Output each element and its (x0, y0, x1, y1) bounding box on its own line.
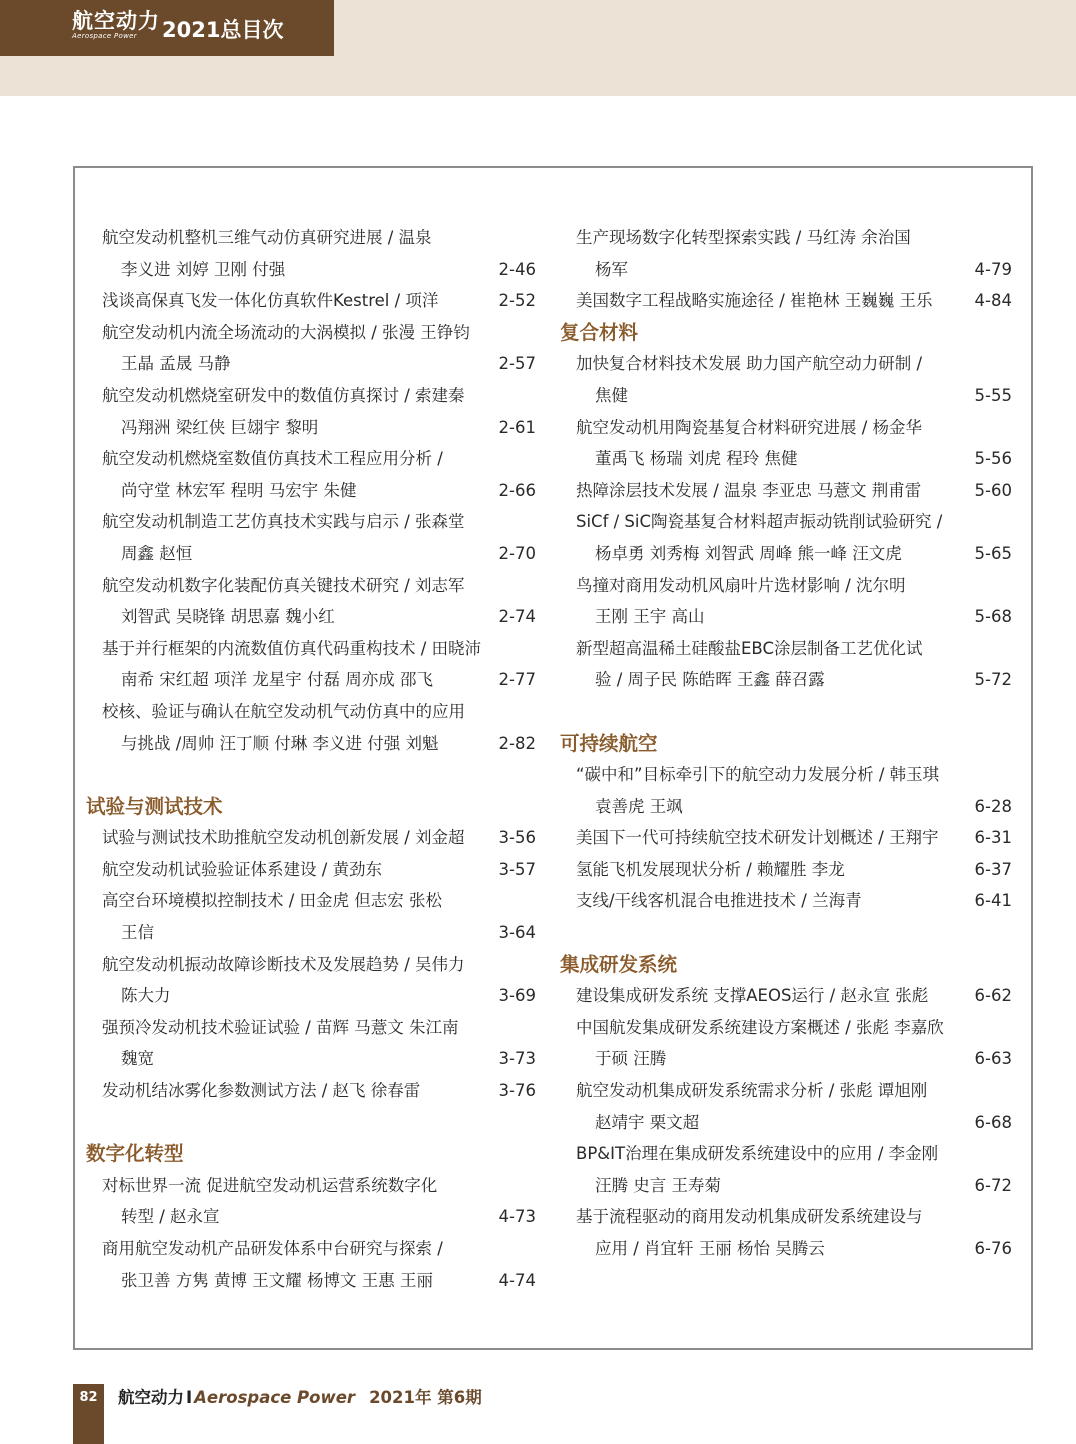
entry-line (558, 506, 1016, 538)
entry-page-ref: 6-31 (974, 828, 1012, 848)
entry-page-ref: 2-66 (498, 480, 536, 500)
entry-continuation-line (558, 380, 1016, 412)
entry-page-ref: 6-63 (974, 1049, 1012, 1069)
entry-page-ref: 2-77 (498, 670, 536, 690)
entry-page-ref: 3-57 (498, 859, 536, 879)
entry-text: 校核、验证与确认在航空发动机气动仿真中的应用 (102, 701, 465, 721)
footer-issue: 2021年 第6期 (369, 1388, 482, 1407)
entry-text: 航空发动机内流全场流动的大涡模拟 / 张漫 王铮钧 (102, 322, 470, 342)
entry-continuation-line (558, 601, 1016, 633)
entry-line (84, 570, 540, 602)
entry-text: 验 / 周子民 陈皓晖 王鑫 薛召露 (595, 670, 825, 690)
entry-continuation-line (84, 348, 540, 380)
entry-page-ref: 5-72 (974, 670, 1012, 690)
entry-line (558, 759, 1016, 791)
footer-journal-cn: 航空动力 (118, 1388, 184, 1407)
entry-line (84, 317, 540, 349)
entry-continuation-line (84, 1043, 540, 1075)
spacer (84, 759, 540, 791)
entry-line (558, 854, 1016, 886)
entry-text: 王晶 孟晟 马静 (121, 354, 231, 374)
entry-text: 基于流程驱动的商用发动机集成研发系统建设与 (576, 1207, 923, 1227)
section-heading: 复合材料 (560, 320, 639, 344)
entry-page-ref: 6-41 (974, 891, 1012, 911)
entry-continuation-line (558, 254, 1016, 286)
entry-text: 杨卓勇 刘秀梅 刘智武 周峰 熊一峰 汪文虎 (595, 543, 902, 563)
entry-page-ref: 4-84 (974, 291, 1012, 311)
entry-page-ref: 5-65 (974, 543, 1012, 563)
entry-page-ref: 6-62 (974, 986, 1012, 1006)
entry-line (84, 222, 540, 254)
entry-line (84, 854, 540, 886)
entry-line (558, 633, 1016, 665)
spacer (558, 917, 1016, 949)
entry-line (558, 348, 1016, 380)
entry-page-ref: 6-37 (974, 859, 1012, 879)
entry-page-ref: 2-57 (498, 354, 536, 374)
entry-text: 转型 / 赵永宣 (121, 1207, 220, 1227)
entry-text: 尚守堂 林宏军 程明 马宏宇 朱健 (121, 480, 357, 500)
logo-en: Aerospace Power (72, 32, 137, 40)
entry-page-ref: 4-79 (974, 259, 1012, 279)
entry-page-ref: 3-64 (498, 923, 536, 943)
entry-continuation-line (558, 538, 1016, 570)
section-heading: 数字化转型 (86, 1142, 184, 1166)
entry-text: 南希 宋红超 项洋 龙星宇 付磊 周亦成 邵飞 (121, 670, 433, 690)
header-title-box (0, 0, 334, 56)
entry-line (558, 285, 1016, 317)
entry-text: 汪腾 史言 王寿菊 (595, 1175, 721, 1195)
entry-continuation-line (84, 728, 540, 760)
entry-continuation-line (558, 443, 1016, 475)
entry-page-ref: 6-72 (974, 1175, 1012, 1195)
entry-text: 中国航发集成研发系统建设方案概述 / 张彪 李嘉欣 (576, 1017, 944, 1037)
entry-continuation-line (84, 254, 540, 286)
entry-text: 王信 (121, 923, 154, 943)
entry-text: 王刚 王宇 高山 (595, 607, 705, 627)
entry-page-ref: 2-46 (498, 259, 536, 279)
entry-page-ref: 2-52 (498, 291, 536, 311)
entry-line (558, 980, 1016, 1012)
entry-line (558, 412, 1016, 444)
entry-text: 商用航空发动机产品研发体系中台研究与探索 / (102, 1239, 443, 1258)
section-heading: 集成研发系统 (560, 952, 678, 976)
entry-text: 支线/干线客机混合电推进技术 / 兰海青 (576, 891, 862, 911)
entry-line (84, 885, 540, 917)
entry-continuation-line (558, 1043, 1016, 1075)
section-heading: 试验与测试技术 (86, 794, 223, 818)
entry-page-ref: 3-76 (498, 1081, 536, 1101)
entry-text: “碳中和”目标牵引下的航空动力发展分析 / 韩玉琪 (576, 765, 940, 785)
entry-text: 刘智武 吴晓锋 胡思嘉 魏小红 (121, 607, 335, 627)
entry-text: 热障涂层技术发展 / 温泉 李亚忠 马薏文 荆甫雷 (576, 480, 922, 500)
entry-text: 航空发动机燃烧室数值仿真技术工程应用分析 / (102, 449, 443, 469)
entry-text: 美国数字工程战略实施途径 / 崔艳林 王巍巍 王乐 (576, 291, 933, 311)
entry-line (84, 443, 540, 475)
entry-text: SiCf / SiC陶瓷基复合材料超声振动铣削试验研究 / (576, 512, 943, 532)
entry-continuation-line (558, 1107, 1016, 1139)
entry-line (84, 380, 540, 412)
entry-text: 浅谈高保真飞发一体化仿真软件Kestrel / 项洋 (102, 291, 439, 311)
entry-line (84, 822, 540, 854)
entry-page-ref: 6-28 (974, 796, 1012, 816)
entry-continuation-line (84, 475, 540, 507)
entry-page-ref: 5-60 (974, 480, 1012, 500)
spacer (558, 696, 1016, 728)
entry-text: 加快复合材料技术发展 助力国产航空动力研制 / (576, 354, 923, 374)
entry-text: 张卫善 方隽 黄博 王文耀 杨博文 王惠 王丽 (121, 1270, 433, 1290)
entry-continuation-line (558, 1233, 1016, 1265)
entry-continuation-line (84, 601, 540, 633)
entry-continuation-line (558, 1170, 1016, 1202)
entry-continuation-line (558, 664, 1016, 696)
entry-text: 建设集成研发系统 支撑AEOS运行 / 赵永宣 张彪 (576, 986, 929, 1006)
page-number: 82 (79, 1390, 98, 1405)
footer-journal-en: Aerospace Power (194, 1388, 356, 1407)
entry-page-ref: 5-68 (974, 607, 1012, 627)
entry-text: 航空发动机振动故障诊断技术及发展趋势 / 吴伟力 (102, 954, 465, 974)
entry-page-ref: 5-56 (974, 449, 1012, 469)
footer-journal (118, 1384, 482, 1408)
entry-text: 美国下一代可持续航空技术研发计划概述 / 王翔宇 (576, 828, 939, 848)
entry-line (84, 1170, 540, 1202)
entry-text: 航空发动机整机三维气动仿真研究进展 / 温泉 (102, 228, 432, 247)
journal-logo (72, 10, 160, 41)
entry-text: 鸟撞对商用发动机风扇叶片选材影响 / 沈尔明 (576, 575, 906, 595)
entry-text: 赵靖宇 栗文超 (595, 1112, 700, 1132)
entry-continuation-line (84, 980, 540, 1012)
entry-line (558, 1075, 1016, 1107)
entry-text: 冯翔洲 梁红侠 巨翃宇 黎明 (121, 417, 319, 437)
entry-text: 试验与测试技术助推航空发动机创新发展 / 刘金超 (102, 828, 465, 848)
entry-text: 董禹飞 杨瑞 刘虎 程玲 焦健 (595, 449, 798, 469)
entry-line (558, 1138, 1016, 1170)
right-column (558, 222, 1016, 1265)
footer-separator: I (186, 1388, 193, 1407)
entry-text: 杨军 (595, 259, 628, 279)
entry-text: 基于并行框架的内流数值仿真代码重构技术 / 田晓沛 (102, 638, 482, 658)
section-heading: 可持续航空 (560, 731, 658, 755)
entry-text: 航空发动机用陶瓷基复合材料研究进展 / 杨金华 (576, 417, 923, 437)
entry-continuation-line (84, 917, 540, 949)
left-column (84, 222, 540, 1296)
entry-text: 对标世界一流 促进航空发动机运营系统数字化 (102, 1175, 438, 1195)
entry-line (558, 1012, 1016, 1044)
entry-text: 航空发动机燃烧室研发中的数值仿真探讨 / 索建秦 (102, 385, 465, 405)
entry-continuation-line (84, 1201, 540, 1233)
entry-text: 于硕 汪腾 (595, 1049, 667, 1069)
entry-text: 氢能飞机发展现状分析 / 赖耀胜 李龙 (576, 859, 845, 879)
entry-line (84, 1075, 540, 1107)
entry-page-ref: 6-76 (974, 1239, 1012, 1258)
entry-continuation-line (84, 664, 540, 696)
entry-page-ref: 2-61 (498, 417, 536, 437)
entry-line (84, 1233, 540, 1265)
entry-text: 航空发动机集成研发系统需求分析 / 张彪 谭旭刚 (576, 1081, 928, 1101)
entry-text: 周鑫 赵恒 (121, 543, 193, 563)
entry-page-ref: 6-68 (974, 1112, 1012, 1132)
entry-page-ref: 2-82 (498, 733, 536, 753)
entry-line (558, 475, 1016, 507)
entry-continuation-line (84, 412, 540, 444)
entry-text: 强预冷发动机技术验证试验 / 苗辉 马薏文 朱江南 (102, 1017, 459, 1037)
entry-text: 李义进 刘婷 卫刚 付强 (121, 259, 286, 279)
entry-line (84, 949, 540, 981)
entry-text: 发动机结冰雾化参数测试方法 / 赵飞 徐春雷 (102, 1081, 421, 1101)
entry-page-ref: 3-69 (498, 986, 536, 1006)
entry-page-ref: 4-73 (498, 1207, 536, 1227)
entry-line (84, 285, 540, 317)
entry-text: 航空发动机试验验证体系建设 / 黄劲东 (102, 859, 383, 879)
entry-line (558, 1201, 1016, 1233)
entry-text: 焦健 (595, 385, 628, 405)
entry-text: 新型超高温稀土硅酸盐EBC涂层制备工艺优化试 (576, 638, 923, 658)
logo-cn: 航空动力 (72, 9, 160, 33)
page-title: 2021总目次 (162, 18, 284, 42)
entry-line (84, 633, 540, 665)
entry-page-ref: 3-73 (498, 1049, 536, 1069)
entry-page-ref: 2-74 (498, 607, 536, 627)
entry-text: 航空发动机制造工艺仿真技术实践与启示 / 张森堂 (102, 512, 465, 532)
entry-line (558, 222, 1016, 254)
entry-text: 袁善虎 王飒 (595, 796, 683, 816)
entry-text: 与挑战 /周帅 汪丁顺 付琳 李义进 付强 刘魁 (121, 733, 439, 753)
entry-continuation-line (84, 1265, 540, 1297)
entry-page-ref: 2-70 (498, 543, 536, 563)
entry-text: 航空发动机数字化装配仿真关键技术研究 / 刘志军 (102, 575, 465, 595)
entry-line (84, 696, 540, 728)
entry-continuation-line (558, 791, 1016, 823)
entry-line (558, 885, 1016, 917)
entry-text: 陈大力 (121, 986, 171, 1006)
entry-line (84, 1012, 540, 1044)
entry-continuation-line (84, 538, 540, 570)
entry-text: BP&IT治理在集成研发系统建设中的应用 / 李金刚 (576, 1144, 939, 1164)
entry-line (84, 506, 540, 538)
entry-page-ref: 5-55 (974, 385, 1012, 405)
entry-text: 生产现场数字化转型探索实践 / 马红涛 余治国 (576, 228, 911, 247)
entry-line (558, 570, 1016, 602)
spacer (84, 1107, 540, 1139)
entry-page-ref: 4-74 (498, 1270, 536, 1290)
entry-text: 魏宽 (121, 1049, 154, 1069)
entry-line (558, 822, 1016, 854)
entry-text: 高空台环境模拟控制技术 / 田金虎 但志宏 张松 (102, 891, 443, 911)
entry-text: 应用 / 肖宜轩 王丽 杨怡 吴腾云 (595, 1239, 825, 1258)
entry-page-ref: 3-56 (498, 828, 536, 848)
